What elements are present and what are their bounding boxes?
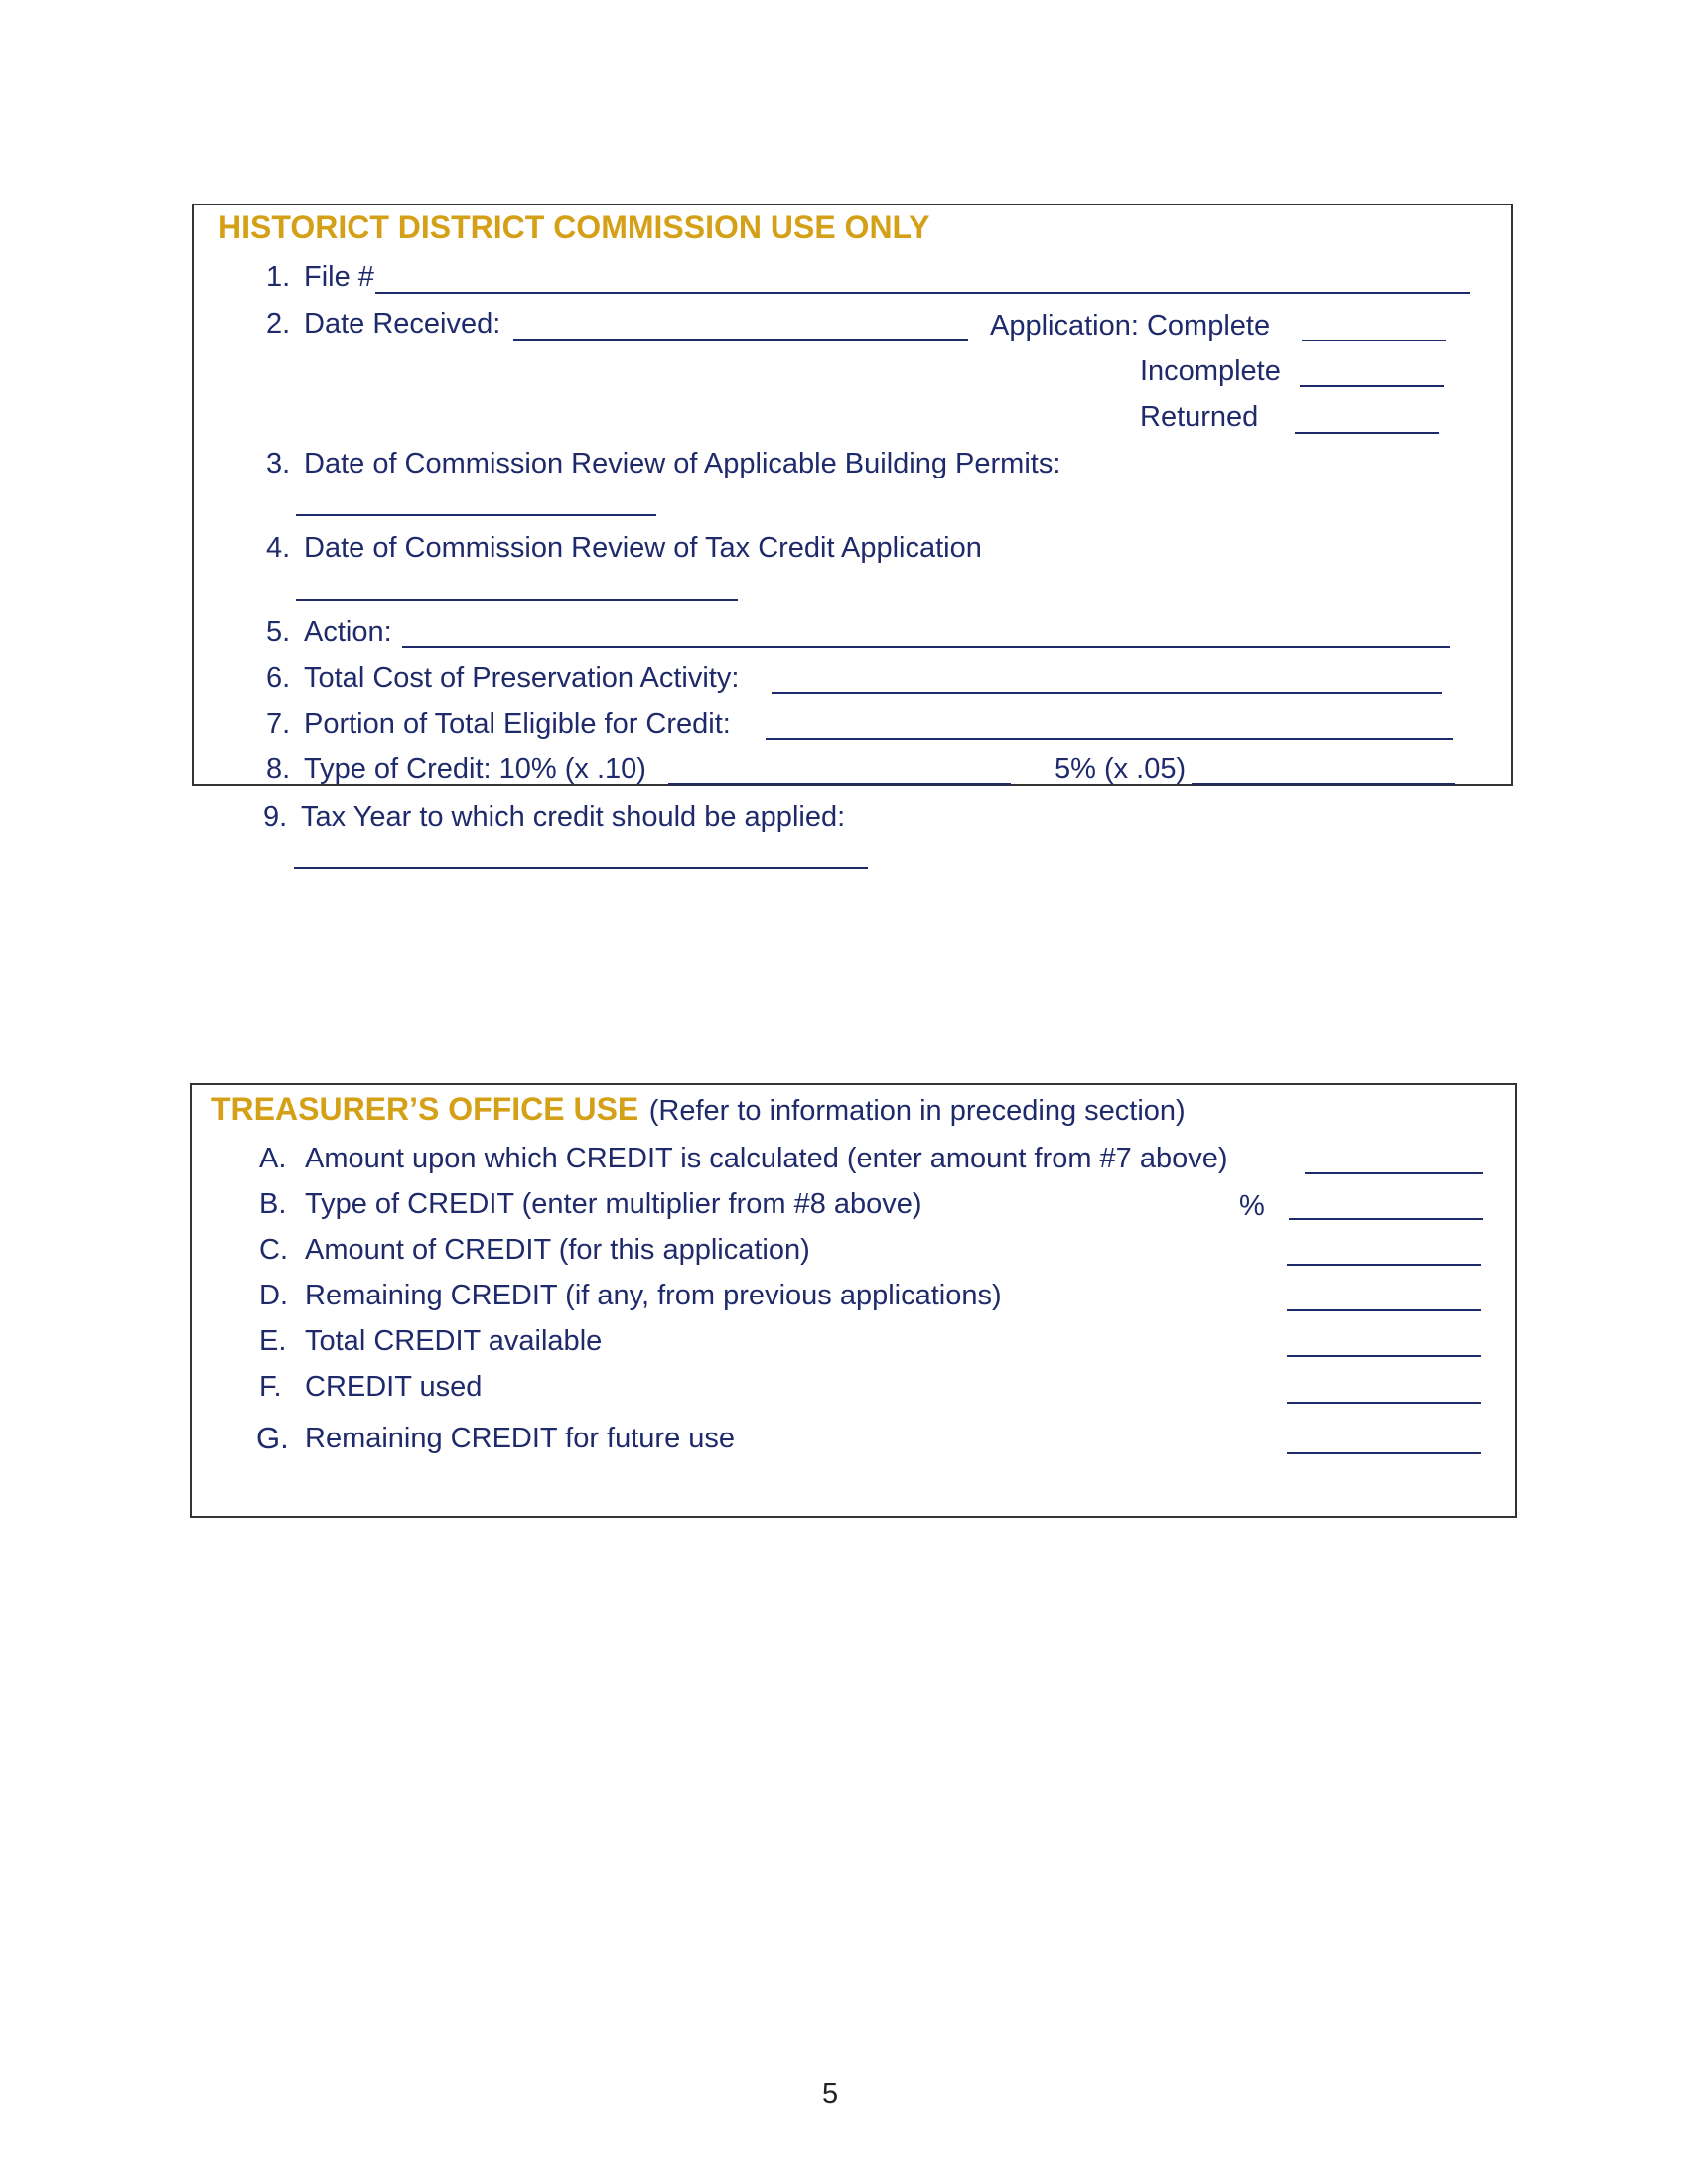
item-2-number: 2. [266, 308, 291, 340]
credit-basis-field[interactable] [1305, 1172, 1483, 1174]
credit-type-multiplier-label: Type of CREDIT (enter multiplier from #8 above) [305, 1188, 922, 1220]
item-7-number: 7. [266, 708, 291, 740]
page-number: 5 [822, 2078, 839, 2110]
remaining-credit-previous-field[interactable] [1287, 1309, 1481, 1311]
total-cost-label: Total Cost of Preservation Activity: [304, 662, 740, 694]
percent-sign: % [1239, 1190, 1265, 1222]
item-8-number: 8. [266, 753, 291, 785]
item-b-letter: B. [259, 1188, 287, 1220]
application-complete-field[interactable] [1302, 340, 1446, 341]
item-a-letter: A. [259, 1143, 287, 1174]
item-9-number: 9. [263, 801, 288, 833]
treasurer-heading-title: TREASURER’S OFFICE USE [211, 1091, 639, 1127]
application-returned-label: Returned [1140, 401, 1259, 433]
remaining-credit-previous-label: Remaining CREDIT (if any, from previous applications) [305, 1280, 1002, 1311]
item-3-number: 3. [266, 448, 291, 479]
tax-year-label: Tax Year to which credit should be applied: [301, 801, 846, 833]
remaining-credit-future-label: Remaining CREDIT for future use [305, 1423, 736, 1454]
credit-10-percent-field[interactable] [668, 783, 1011, 785]
eligible-portion-label: Portion of Total Eligible for Credit: [304, 708, 731, 740]
item-5-number: 5. [266, 616, 291, 648]
application-incomplete-label: Incomplete [1140, 355, 1281, 387]
building-permits-review-field[interactable] [296, 514, 656, 516]
item-4-number: 4. [266, 532, 291, 564]
total-credit-available-label: Total CREDIT available [305, 1325, 603, 1357]
action-field[interactable] [402, 646, 1450, 648]
credit-used-field[interactable] [1287, 1402, 1481, 1404]
total-credit-available-field[interactable] [1287, 1355, 1481, 1357]
item-1-number: 1. [266, 261, 291, 293]
item-6-number: 6. [266, 662, 291, 694]
treasurer-heading-note: (Refer to information in preceding section) [648, 1095, 1186, 1127]
application-complete-label: Application: Complete [990, 310, 1271, 341]
remaining-credit-future-field[interactable] [1287, 1452, 1481, 1454]
credit-amount-label: Amount of CREDIT (for this application) [305, 1234, 810, 1266]
credit-5-percent-label: 5% (x .05) [1055, 753, 1187, 785]
eligible-portion-field[interactable] [766, 738, 1453, 740]
item-c-letter: C. [259, 1234, 288, 1266]
tax-credit-review-label: Date of Commission Review of Tax Credit Application [304, 532, 982, 564]
file-number-label: File # [304, 261, 374, 293]
item-g-letter: G. [256, 1421, 289, 1455]
credit-basis-label: Amount upon which CREDIT is calculated (enter amount from #7 above) [305, 1143, 1228, 1174]
item-f-letter: F. [259, 1371, 282, 1403]
total-cost-field[interactable] [772, 692, 1442, 694]
building-permits-review-label: Date of Commission Review of Applicable Building Permits: [304, 448, 1061, 479]
item-e-letter: E. [259, 1325, 287, 1357]
date-received-field[interactable] [513, 339, 968, 341]
credit-type-label: Type of Credit: 10% (x .10) [304, 753, 646, 785]
historic-section-heading: HISTORICT DISTRICT COMMISSION USE ONLY [218, 209, 930, 245]
credit-5-percent-field[interactable] [1192, 783, 1455, 785]
tax-credit-review-field[interactable] [296, 599, 738, 601]
treasurer-section-heading [211, 1090, 1186, 1128]
credit-used-label: CREDIT used [305, 1371, 483, 1403]
application-incomplete-field[interactable] [1300, 385, 1444, 387]
file-number-field[interactable] [375, 292, 1470, 294]
action-label: Action: [304, 616, 392, 648]
credit-amount-field[interactable] [1287, 1264, 1481, 1266]
tax-year-field[interactable] [294, 867, 868, 869]
item-d-letter: D. [259, 1280, 288, 1311]
application-returned-field[interactable] [1295, 432, 1439, 434]
credit-multiplier-field[interactable] [1289, 1218, 1483, 1220]
date-received-label: Date Received: [304, 308, 501, 340]
